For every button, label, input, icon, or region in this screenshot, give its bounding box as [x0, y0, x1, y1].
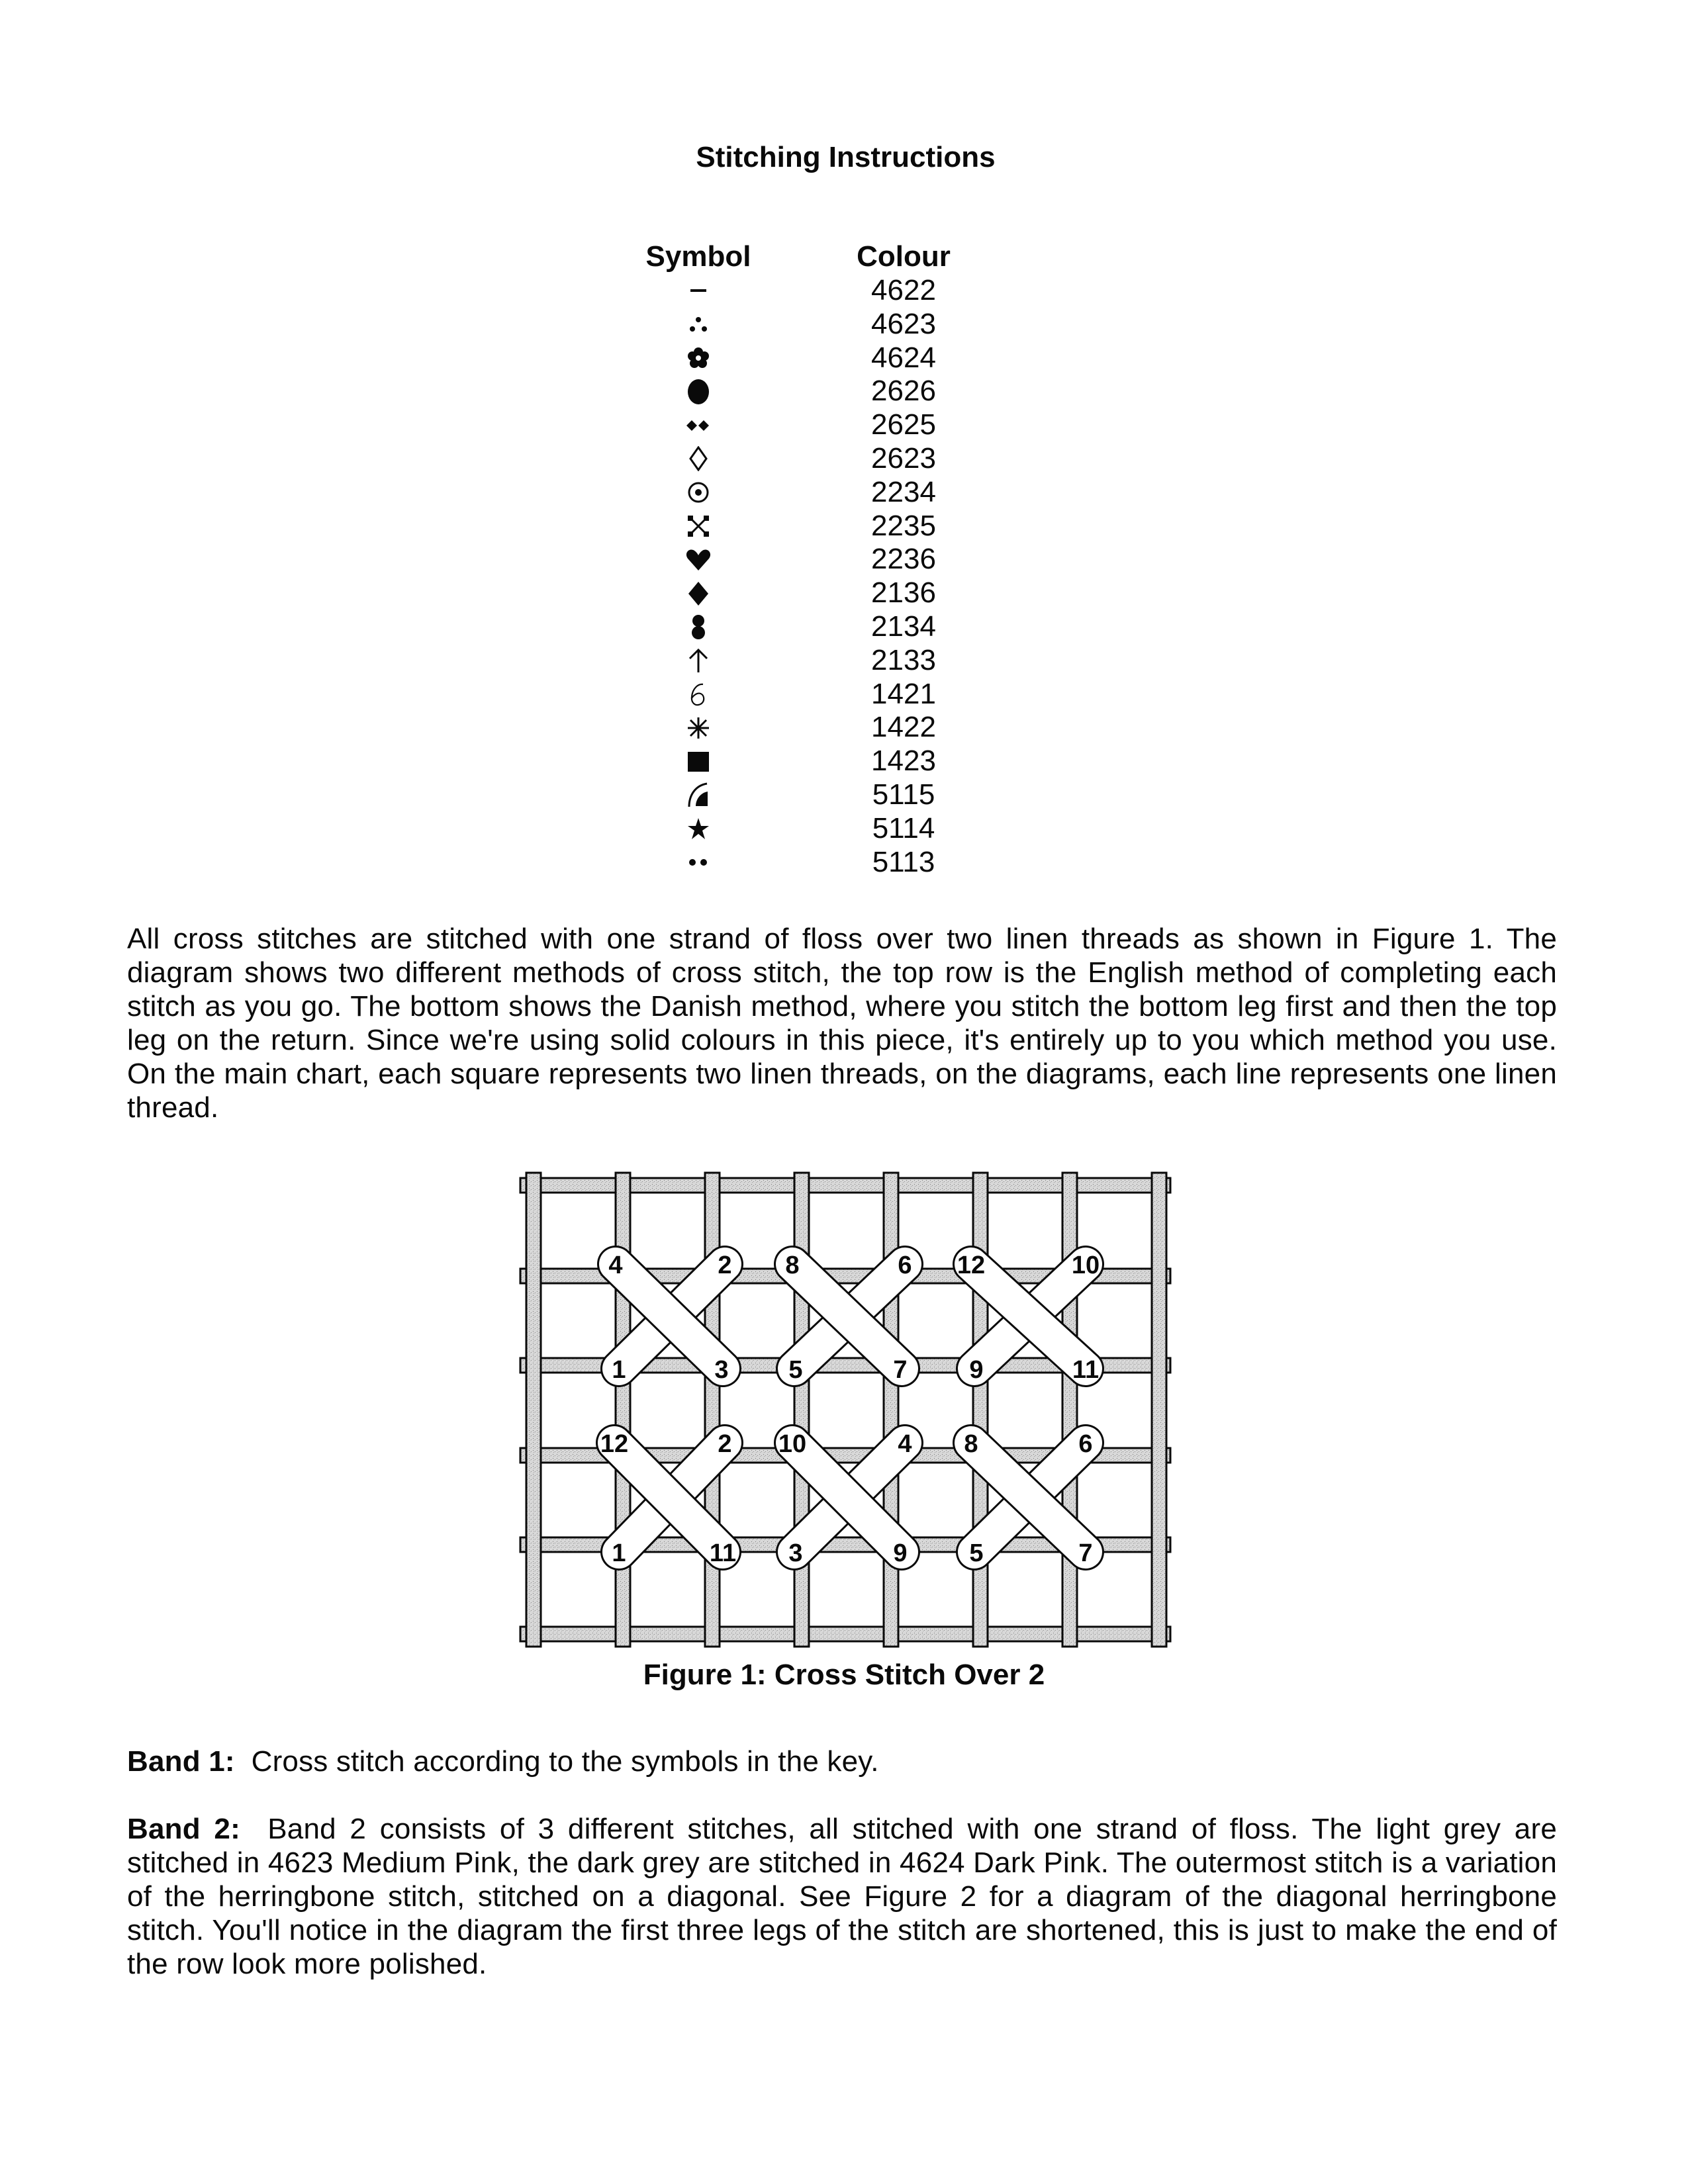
band-2-paragraph	[127, 1812, 1557, 1981]
label: 4	[608, 1251, 623, 1279]
colour-code: 5113	[872, 845, 935, 878]
stacked-dots-icon	[629, 610, 768, 644]
colour-code: 2136	[871, 576, 936, 610]
key-row	[629, 341, 973, 375]
label: 6	[1078, 1430, 1093, 1458]
label: 5	[788, 1356, 803, 1384]
key-row	[629, 308, 973, 341]
label: 2	[718, 1251, 732, 1279]
colour-code: 2234	[871, 475, 936, 508]
band-2-text: Band 2 consists of 3 different stitches, all stitched with one strand of floss. The light grey are stitched in 4623 Medium Pink, the dark grey are stitched in 4624 Dark Pink. The outermost stitch is a variation of the herringbone stitch, stitched on a diagonal. See Figure 2 for a diagram of the diagonal herringbone stitch. You'll notice in the diagram the first three legs of the stitch are shortened, this is just to make the end of the row look more polished.	[127, 1813, 1558, 1980]
key-row	[629, 408, 973, 442]
key-row	[629, 745, 973, 778]
key-row	[629, 610, 973, 644]
band-1-text: Cross stitch according to the symbols in the key.	[251, 1745, 879, 1778]
key-row	[629, 778, 973, 812]
key-row	[629, 375, 973, 408]
label: 12	[600, 1430, 629, 1458]
label: 1	[612, 1539, 626, 1567]
label: 3	[714, 1356, 729, 1384]
key-row	[629, 442, 973, 476]
key-row	[629, 543, 973, 576]
label: 1	[612, 1356, 626, 1384]
label: 8	[785, 1251, 800, 1279]
label: 7	[893, 1356, 908, 1384]
label: 11	[1072, 1356, 1100, 1384]
colour-column-header: Colour	[857, 240, 951, 273]
cross-stitch-diagram	[510, 1165, 1178, 1655]
up-arrow-icon	[629, 644, 768, 678]
star-icon	[629, 812, 768, 846]
key-row	[629, 711, 973, 745]
colour-code: 1421	[871, 677, 936, 710]
filled-circle-icon	[629, 375, 768, 408]
six-glyph-icon	[629, 678, 768, 711]
label: 3	[788, 1539, 803, 1567]
symbol-key-table	[629, 240, 973, 879]
key-row	[629, 476, 973, 510]
colour-code: 2133	[871, 643, 936, 676]
label: 4	[898, 1430, 912, 1458]
heart-icon	[629, 543, 768, 576]
label: 9	[969, 1356, 984, 1384]
key-row	[629, 846, 973, 880]
label: 2	[718, 1430, 732, 1458]
colour-code: 2625	[871, 408, 936, 441]
colour-code: 5114	[872, 811, 935, 844]
colour-code: 2235	[871, 509, 936, 542]
filled-square-icon	[629, 745, 768, 778]
circled-dot-icon	[629, 476, 768, 510]
quarter-arc-icon	[629, 778, 768, 812]
label: 12	[957, 1251, 986, 1279]
key-row	[629, 510, 973, 543]
filled-diamond-icon	[629, 576, 768, 610]
key-row	[629, 274, 973, 308]
two-dots-icon	[629, 846, 768, 880]
colour-code: 2626	[871, 375, 936, 408]
label: 6	[898, 1251, 912, 1279]
three-dots-icon	[629, 308, 768, 341]
colour-code: 2134	[871, 610, 936, 643]
asterisk-icon	[629, 711, 768, 745]
colour-code: 2236	[871, 543, 936, 576]
figure-caption: Figure 1: Cross Stitch Over 2	[643, 1659, 1045, 1691]
symbol-column-header: Symbol	[645, 240, 751, 273]
key-row	[629, 644, 973, 678]
double-diamond-icon	[629, 408, 768, 442]
outline-diamond-icon	[629, 442, 768, 476]
label: 8	[964, 1430, 978, 1458]
colour-code: 4624	[871, 341, 936, 374]
cross-stitch-instructions-paragraph: All cross stitches are stitched with one strand of floss over two linen threads as shown in Figure 1. The diagram shows two different methods of cross stitch, the top row is the English method of completing each stitch as you go. The bottom shows the Danish method, where you stitch the bottom leg first and then the top leg on the return. Since we're using solid colours in this piece, it's entirely up to you which method you use. On the main chart, each square represents two linen threads, on the diagrams, each line represents one linen thread.	[127, 923, 1557, 1124]
x-dots-icon	[629, 510, 768, 543]
label: 5	[969, 1539, 984, 1567]
colour-code: 1423	[871, 745, 936, 778]
colour-code: 4623	[871, 307, 936, 340]
key-header-row	[629, 240, 973, 274]
dash-icon	[629, 274, 768, 308]
label: 10	[1071, 1251, 1100, 1279]
key-row	[629, 678, 973, 711]
label: 7	[1078, 1539, 1093, 1567]
flower-icon	[629, 341, 768, 375]
colour-code: 4622	[871, 274, 936, 306]
label: 9	[893, 1539, 908, 1567]
label: 10	[778, 1430, 807, 1458]
band-1-paragraph	[127, 1745, 1557, 1778]
key-row	[629, 576, 973, 610]
key-row	[629, 812, 973, 846]
page-title: Stitching Instructions	[696, 141, 996, 173]
band-2-label: Band 2:	[127, 1813, 240, 1845]
colour-code: 2623	[871, 441, 936, 475]
band-1-label: Band 1:	[127, 1745, 235, 1778]
label: 11	[709, 1539, 737, 1567]
colour-code: 5115	[872, 778, 935, 811]
colour-code: 1422	[871, 711, 936, 744]
